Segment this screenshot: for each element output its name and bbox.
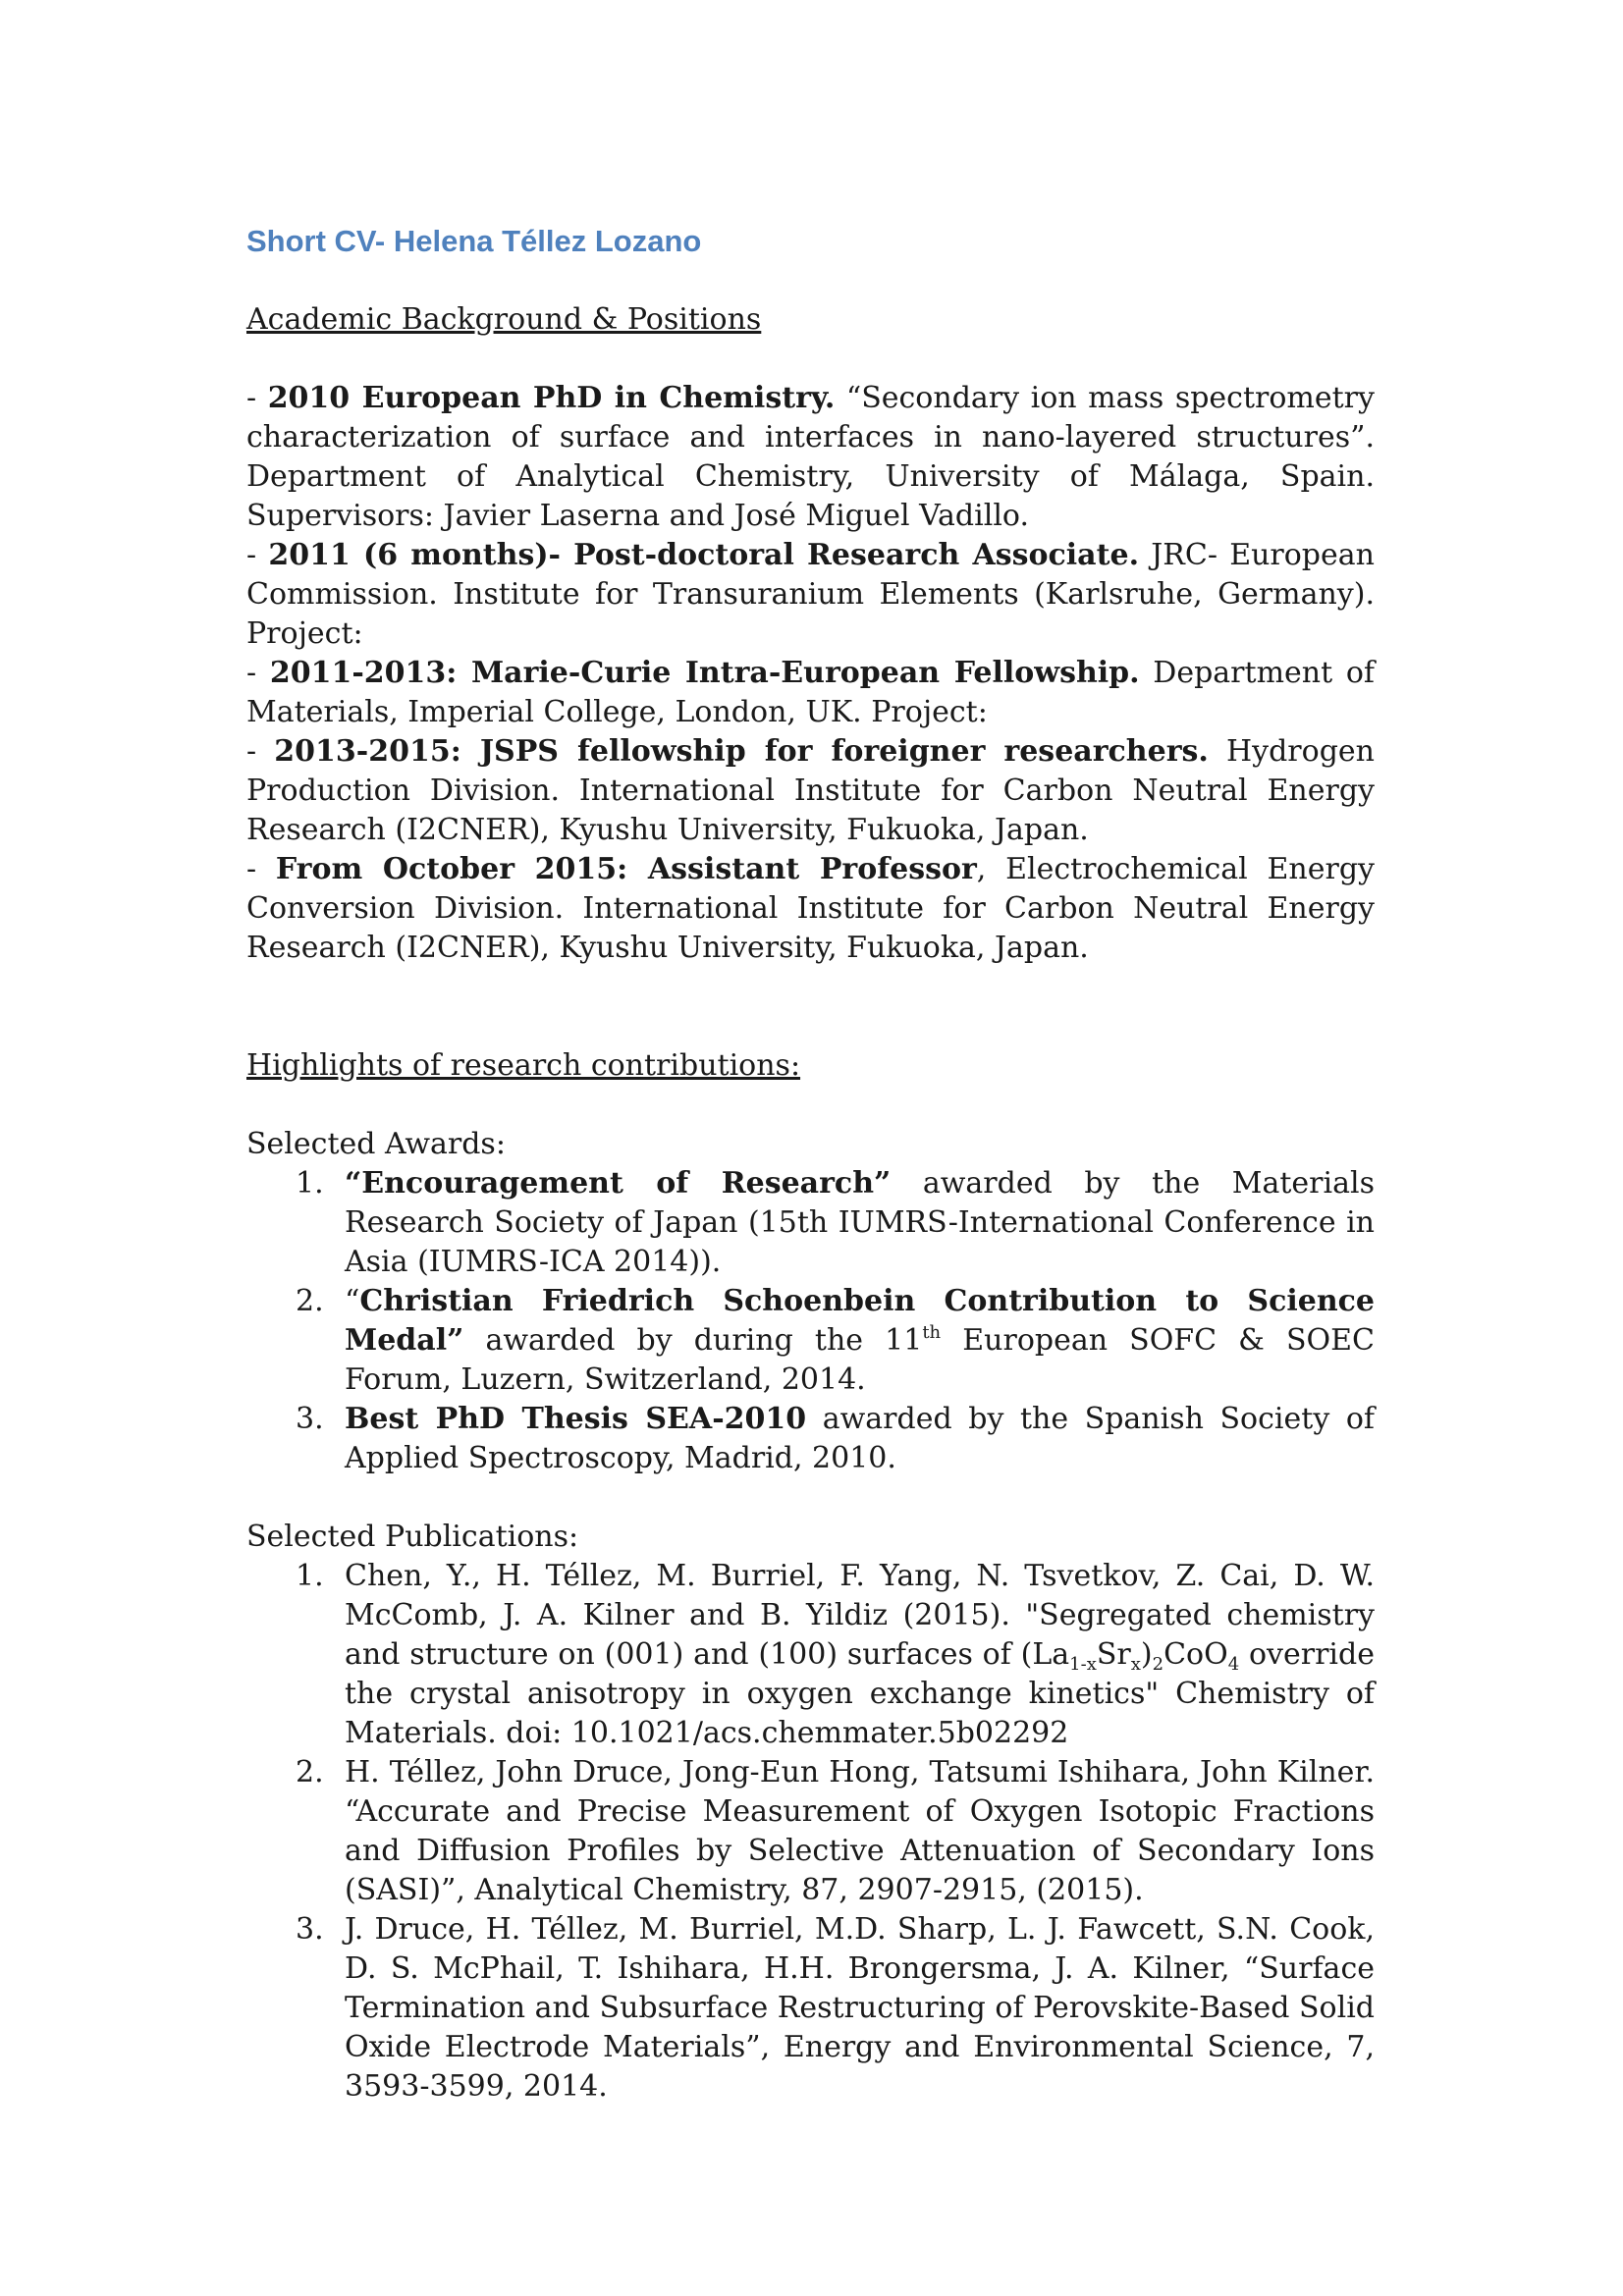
- position-prefix: -: [246, 381, 268, 415]
- list-number: 3.: [296, 1912, 324, 1947]
- list-number: 2.: [296, 1755, 324, 1789]
- position-title: 2013-2015: JSPS fellowship for foreigner researchers.: [274, 734, 1209, 769]
- publication-item: [246, 1557, 1375, 1753]
- subscript: x: [1130, 1654, 1141, 1675]
- cv-page: [246, 222, 1375, 2107]
- ordinal-suffix: th: [922, 1322, 942, 1343]
- award-details: awarded by during the 11: [463, 1323, 923, 1358]
- publication-text: H. Téllez, John Druce, Jong-Eun Hong, Tatsumi Ishihara, John Kilner. “Accurate and Precise Measurement of Oxygen Isotopic Fractions and Diffusion Profiles by Selective Attenuation of Secondary Ions (SASI)”, Analytical Chemistry, 87, 2907-2915, (2015).: [345, 1755, 1375, 1907]
- position-details: “Secondary ion mass spectrometry characterization of surface and interfaces in nano-layered structures”. Department of Analytical Chemistry, University of Málaga, Spain. Supervisors: Javier Laserna and José Miguel Vadillo.: [246, 381, 1375, 533]
- positions-list: [246, 379, 1375, 968]
- highlights-heading: Highlights of research contributions:: [246, 1048, 801, 1083]
- position-details: Hydrogen Production Division. International Institute for Carbon Neutral Energy Research (I2CNER), Kyushu University, Fukuoka, Japan.: [246, 734, 1375, 847]
- publication-item: [246, 1910, 1375, 2107]
- award-quote: “: [345, 1284, 360, 1318]
- publications-list: [246, 1557, 1375, 2107]
- award-item: [246, 1164, 1375, 1282]
- position-prefix: -: [246, 852, 276, 886]
- position-item: [246, 379, 1375, 536]
- award-title: “Encouragement of Research”: [345, 1166, 892, 1201]
- position-title: 2010 European PhD in Chemistry.: [267, 381, 836, 415]
- subscript: 1-x: [1069, 1654, 1097, 1675]
- position-item: [246, 654, 1375, 732]
- subscript: 4: [1227, 1654, 1240, 1675]
- position-details: , Electrochemical Energy Conversion Division. International Institute for Carbon Neutral Energy Research (I2CNER), Kyushu University, Fukuoka, Japan.: [246, 852, 1375, 965]
- publication-text: J. Druce, H. Téllez, M. Burriel, M.D. Sharp, L. J. Fawcett, S.N. Cook, D. S. McPhail, T. Ishihara, H.H. Brongersma, J. A. Kilner, “Surface Termination and Subsurface Restructuring of Perovskite-Based Solid Oxide Electrode Materials”, Energy and Environmental Science, 7, 3593-3599, 2014.: [345, 1912, 1375, 2104]
- position-details: Department of Materials, Imperial College, London, UK. Project:: [246, 656, 1375, 729]
- position-prefix: -: [246, 734, 275, 769]
- subscript: 2: [1152, 1654, 1164, 1675]
- publication-text: CoO: [1163, 1637, 1228, 1672]
- publication-text: override the crystal anisotropy in oxygen exchange kinetics" Chemistry of Materials. doi: 10.1021/acs.chemmater.5b02292: [345, 1637, 1375, 1750]
- position-title: From October 2015: Assistant Professor: [275, 852, 977, 886]
- publication-text: Sr: [1096, 1637, 1131, 1672]
- spacer: [246, 1478, 1375, 1518]
- list-number: 1.: [296, 1166, 324, 1201]
- awards-list: [246, 1164, 1375, 1478]
- awards-label: Selected Awards:: [246, 1127, 506, 1161]
- spacer: [246, 968, 1375, 1046]
- award-title: Best PhD Thesis SEA-2010: [345, 1402, 807, 1436]
- list-number: 2.: [296, 1284, 324, 1318]
- publication-item: [246, 1753, 1375, 1910]
- position-title: 2011-2013: Marie-Curie Intra-European Fellowship.: [269, 656, 1140, 690]
- award-item: [246, 1282, 1375, 1400]
- page-title: Short CV- Helena Téllez Lozano: [246, 224, 702, 258]
- position-item: [246, 850, 1375, 968]
- award-details: awarded by the Spanish Society of Applied Spectroscopy, Madrid, 2010.: [345, 1402, 1375, 1475]
- list-number: 1.: [296, 1559, 324, 1593]
- publication-text: Chen, Y., H. Téllez, M. Burriel, F. Yang, N. Tsvetkov, Z. Cai, D. W. McComb, J. A. Kilner and B. Yildiz (2015). "Segregated chemistry and structure on (001) and (100) surfaces of (La: [345, 1559, 1375, 1672]
- list-number: 3.: [296, 1402, 324, 1436]
- position-item: [246, 536, 1375, 654]
- award-details: European SOFC & SOEC Forum, Luzern, Switzerland, 2014.: [345, 1323, 1376, 1397]
- position-prefix: -: [246, 656, 270, 690]
- academic-heading: Academic Background & Positions: [246, 302, 762, 337]
- position-title: 2011 (6 months)- Post-doctoral Research Associate.: [268, 538, 1140, 572]
- publications-label: Selected Publications:: [246, 1520, 579, 1554]
- position-prefix: -: [246, 538, 269, 572]
- publication-text: ): [1140, 1637, 1153, 1672]
- position-details: JRC- European Commission. Institute for Transuranium Elements (Karlsruhe, Germany). Project:: [246, 538, 1375, 651]
- position-item: [246, 732, 1375, 850]
- award-title: Christian Friedrich Schoenbein Contribution to Science Medal”: [345, 1284, 1375, 1358]
- award-item: [246, 1400, 1375, 1478]
- award-details: awarded by the Materials Research Society of Japan (15th IUMRS-International Conference in Asia (IUMRS-ICA 2014)).: [345, 1166, 1375, 1279]
